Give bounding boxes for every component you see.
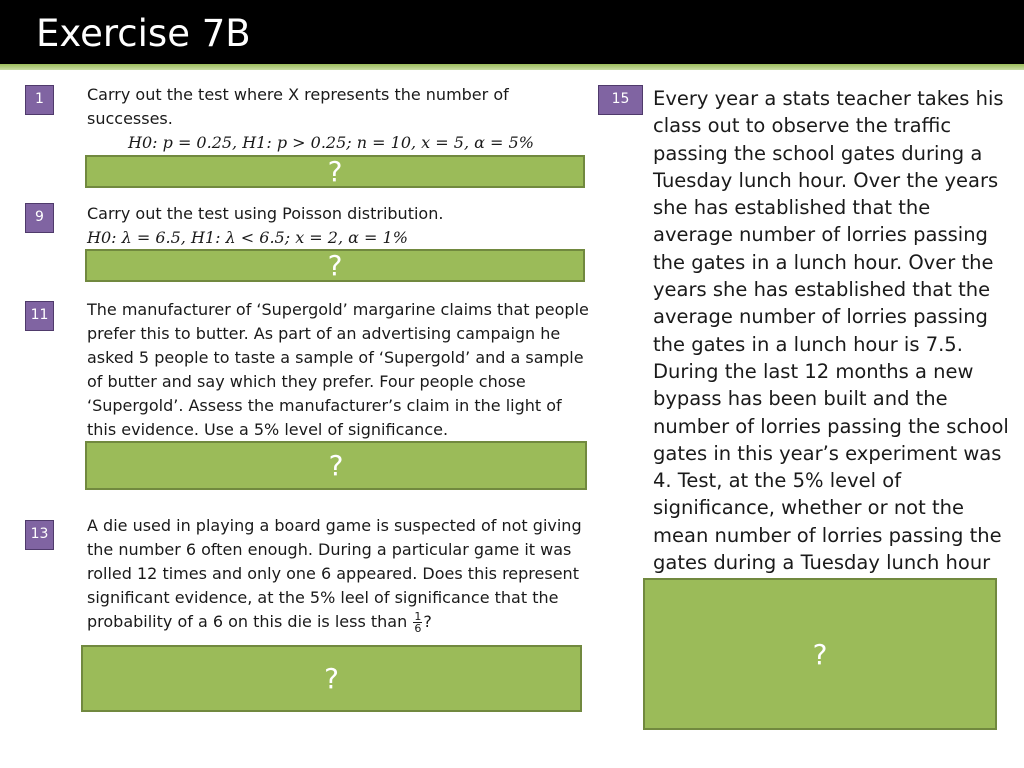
page-title: Exercise 7B — [36, 12, 251, 55]
title-divider — [0, 64, 1024, 70]
question-number-9: 9 — [25, 203, 54, 233]
answer-box-13[interactable] — [81, 645, 582, 712]
question-number-11: 11 — [25, 301, 54, 331]
answer-box-11-label: ? — [328, 449, 344, 482]
answer-box-1[interactable] — [85, 155, 585, 188]
question-number-13: 13 — [25, 520, 54, 550]
question-1-math: H0: p = 0.25, H1: p > 0.25; n = 10, x = 5, α = 5% — [128, 133, 534, 152]
fraction-one-sixth: $\frac{1}{6}$ — [414, 610, 422, 635]
question-13-body: A die used in playing a board game is suspected of not giving the number 6 often enough. During a particular game it was rolled 12 times and only one 6 appeared. Does this represent significant evidence, at the 5% leel of significance that the probability of a 6 on this die is less than — [87, 516, 582, 631]
answer-box-9-label: ? — [327, 249, 343, 282]
question-number-1: 1 — [25, 85, 54, 115]
question-9-math: H0: λ = 6.5, H1: λ < 6.5; x = 2, α = 1% — [87, 228, 408, 247]
answer-box-15-label: ? — [812, 637, 828, 671]
question-13-text — [87, 514, 592, 634]
question-13-end: ? — [423, 612, 432, 631]
question-9-text: Carry out the test using Poisson distribution. — [87, 204, 444, 223]
answer-box-1-label: ? — [327, 155, 343, 188]
answer-box-15[interactable] — [643, 578, 997, 730]
question-1-text: Carry out the test where X represents the number of successes. — [87, 85, 509, 128]
answer-box-9[interactable] — [85, 249, 585, 282]
question-11-text: The manufacturer of ‘Supergold’ margarine claims that people prefer this to butter. As part of an advertising campaign he asked 5 people to taste a sample of ‘Supergold’ and a sample of butter and say which they prefer. Four people chose ‘Supergold’. Assess the manufacturer’s claim in the light of this evidence. Use a 5% level of significance. — [87, 300, 589, 439]
title-bar — [0, 0, 1024, 64]
question-number-15: 15 — [598, 85, 643, 115]
answer-box-11[interactable] — [85, 441, 587, 490]
question-15-text: Every year a stats teacher takes his class out to observe the traffic passing the school gates during a Tuesday lunch hour. Over the years she has established that the average number of lorries passing the gates in a lunch hour. Over the years she has established that the average number of lorries passing the gates in a lunch hour is 7.5. During the last 12 months a new bypass has been built and the number of lorries passing the school gates in this year’s experiment was 4. Test, at the 5% level of significance, whether or not the mean number of lorries passing the gates during a Tuesday lunch hour — [653, 87, 1009, 575]
answer-box-13-label: ? — [324, 662, 339, 695]
